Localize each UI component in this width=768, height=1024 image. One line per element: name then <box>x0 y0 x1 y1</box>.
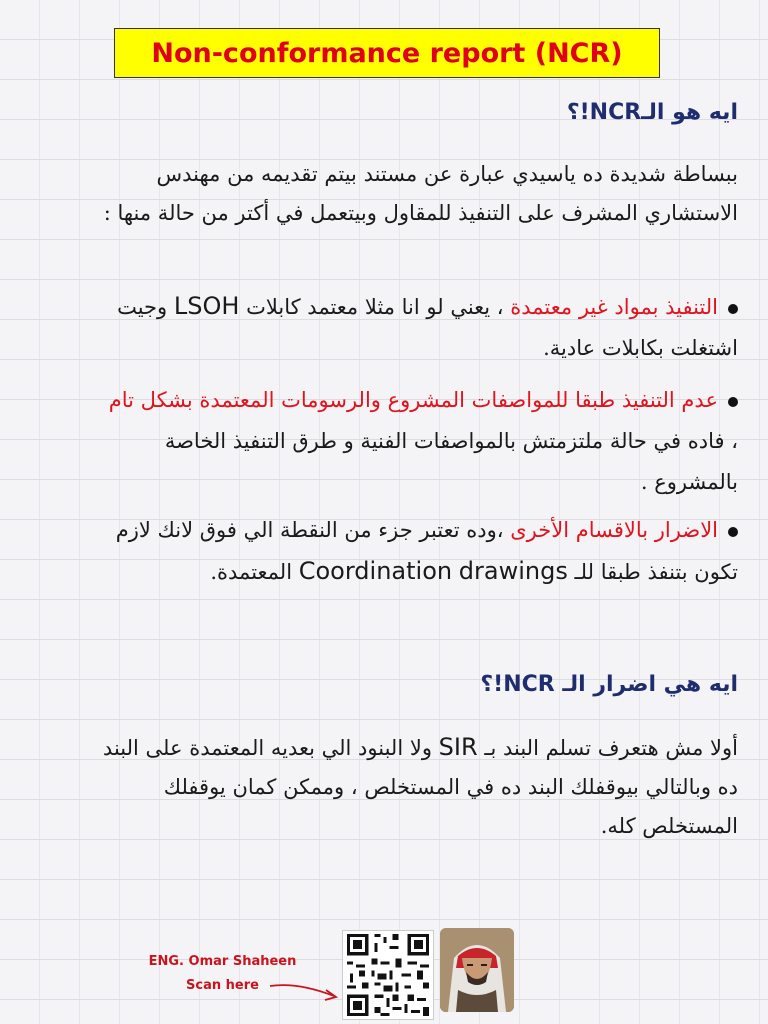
list-item <box>98 510 738 593</box>
bullet-text: ، يعني لو انا مثلا معتمد كابلات <box>239 295 511 319</box>
highlight-text: الاضرار بالاقسام الأخرى <box>510 518 718 542</box>
bullet-text-end: المعتمدة. <box>210 560 299 584</box>
effects-text-start: أولا مش هتعرف تسلم البند بـ <box>477 736 738 760</box>
bullet-list-3 <box>98 510 738 593</box>
avatar-illustration <box>440 928 514 1012</box>
qr-code-icon[interactable] <box>342 930 434 1020</box>
section-heading-what-is-ncr: ايه هو الـNCR!؟ <box>566 100 738 125</box>
bullet-text-mid <box>452 560 459 584</box>
effects-text-end: ولا البنود الي بعديه المعتمدة على البند ده وبالتالي بيوقفلك البند ده في المستخلص ، وممكن كمان يوقفلك المستخلص كله. <box>102 736 738 838</box>
scan-cta: Scan here <box>186 978 259 993</box>
latin-term: LSOH <box>173 292 240 320</box>
bullet-list-1 <box>98 286 738 369</box>
highlight-text: عدم التنفيذ طبقا للمواصفات المشروع والرسومات المعتمدة بشكل تام <box>108 388 718 412</box>
list-item <box>98 380 738 503</box>
section-heading-ncr-effects: ايه هي اضرار الـ NCR!؟ <box>480 672 738 697</box>
latin-term: SIR <box>438 733 478 761</box>
highlight-text: التنفيذ بمواد غير معتمدة <box>510 295 718 319</box>
intro-paragraph: ببساطة شديدة ده ياسيدي عبارة عن مستند بيتم تقديمه من مهندس الاستشاري المشرف على التنفيذ للمقاول وبيتعمل في أكتر من حالة منها : <box>103 162 738 225</box>
list-item <box>98 286 738 369</box>
author-photo <box>440 928 514 1012</box>
author-name: ENG. Omar Shaheen <box>148 954 297 969</box>
bullet-text: ، فاده في حالة ملتزمتش بالمواصفات الفنية و طرق التنفيذ الخاصة بالمشروع . <box>164 429 738 494</box>
bullet-text-end: وجيت اشتغلت بكابلات عادية. <box>117 295 738 360</box>
bullet-icon <box>728 527 738 537</box>
effects-paragraph <box>98 728 738 846</box>
bullet-icon <box>728 397 738 407</box>
bullet-list-2 <box>98 380 738 503</box>
latin-term-2: drawings <box>458 557 568 585</box>
arrow-right-icon <box>268 978 344 1004</box>
latin-term: Coordination <box>298 557 453 585</box>
bullet-icon <box>728 304 738 314</box>
bullet-text: ،وده تعتبر جزء من النقطة الي فوق لانك لازم تكون بتنفذ طبقا للـ <box>115 518 738 584</box>
page-title: Non-conformance report (NCR) <box>114 28 660 78</box>
